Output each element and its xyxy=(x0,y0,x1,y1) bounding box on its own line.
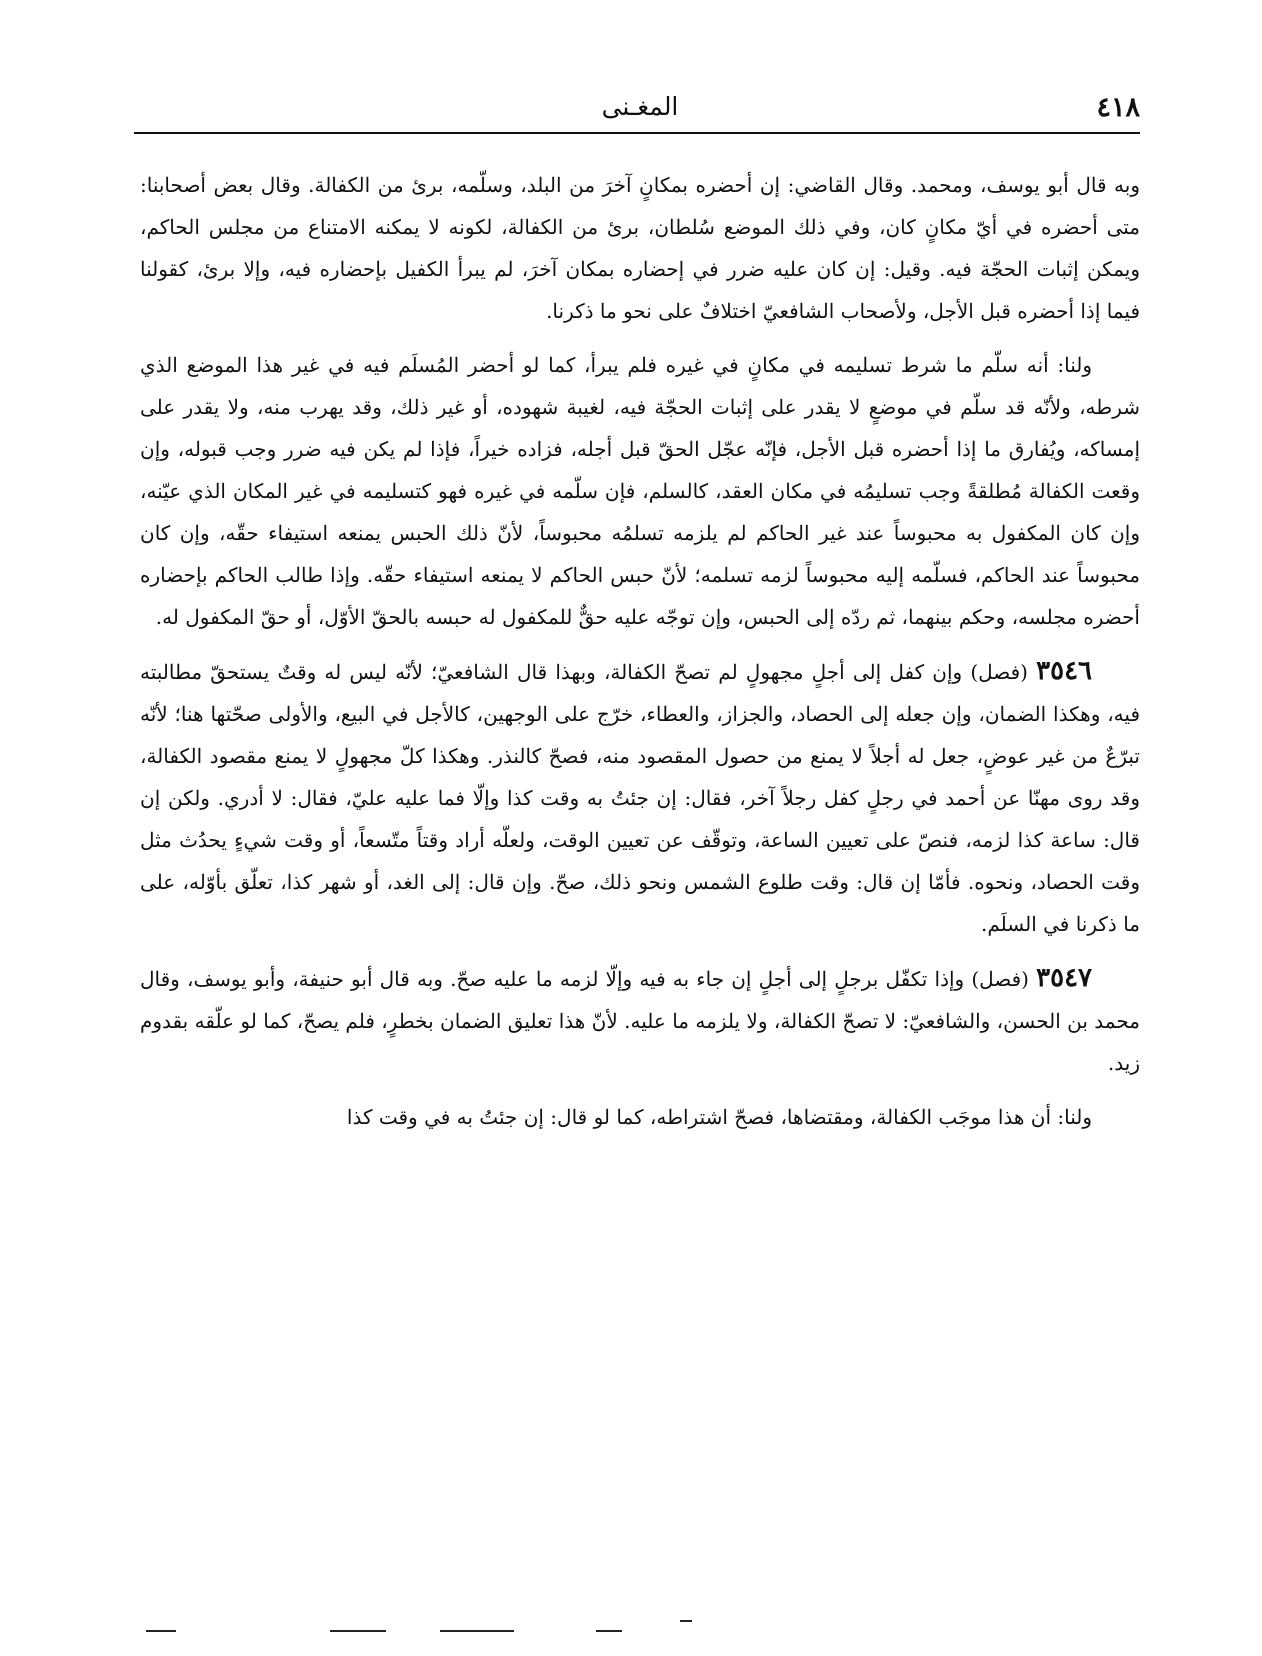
scan-mark xyxy=(146,1630,176,1632)
footer-scan-marks xyxy=(0,1630,1262,1636)
paragraph-text: (فصل) وإذا تكفّل برجلٍ إلى أجلٍ إن جاء به فيه وإلّا لزمه ما عليه صحّ. وبه قال أبو حنيفة، وأبو يوسف، وقال محمد بن الحسن، والشافعيّ: لا تصحّ الكفالة، ولا يلزمه ما عليه. لأنّ هذا تعليق الضمان بخطرٍ، فلم يصحّ، كما لو علّقه بقدوم زيد. xyxy=(140,967,1140,1075)
header-rule xyxy=(134,132,1140,134)
page-number: ٤١٨ xyxy=(1096,92,1140,123)
paragraph-text: (فصل) وإن كفل إلى أجلٍ مجهولٍ لم تصحّ الكفالة، وبهذا قال الشافعيّ؛ لأنّه ليس له وقتٌ يستحقّ مطالبته فيه، وهكذا الضمان، وإن جعله إلى الحصاد، والجزاز، والعطاء، خرّج على الوجهين، كالأجل في البيع، والأولى صحّتها هنا؛ لأنّه تبرّعٌ من غير عوضٍ، جعل له أجلاً لا يمنع من حصول المقصود منه، فصحّ كالنذر. وهكذا كلّ مجهولٍ لا يمنع مقصود الكفالة، وقد روى مهنّا عن أحمد في رجلٍ كفل رجلاً آخر، فقال: إن جئتُ به وقت كذا وإلّا فما عليه عليّ، فقال: لا أدري. ولكن إن قال: ساعة كذا لزمه، فنصّ على تعيين الساعة، وتوقّف عن تعيين الوقت، ولعلّه أراد وقتاً متّسعاً، أو وقت شيءٍ يحدُث مثل وقت الحصاد، ونحوه. فأمّا إن قال: وقت طلوع الشمس ونحو ذلك، صحّ. وإن قال: إلى الغد، أو شهر كذا، تعلّق بأوّله، على ما ذكرنا في السلَم. xyxy=(140,660,1140,936)
body-text xyxy=(140,164,1140,1150)
page-header xyxy=(140,82,1140,132)
section-paragraph xyxy=(140,650,1140,945)
scan-mark xyxy=(596,1630,622,1632)
scan-mark xyxy=(680,1620,692,1622)
paragraph xyxy=(140,344,1140,638)
section-number: ٣٥٤٦ xyxy=(1036,656,1092,686)
paragraph xyxy=(140,1096,1140,1138)
scan-mark xyxy=(440,1630,514,1632)
section-paragraph xyxy=(140,957,1140,1084)
paragraph-text: وبه قال أبو يوسف، ومحمد. وقال القاضي: إن أحضره بمكانٍ آخرَ من البلد، وسلّمه، برئ من الكفالة. وقال بعض أصحابنا: متى أحضره في أيّ مكانٍ كان، وفي ذلك الموضع سُلطان، برئ من الكفالة، لكونه لا يمكنه الامتناع من مجلس الحاكم، ويمكن إثبات الحجّة فيه. وقيل: إن كان عليه ضرر في إحضاره بمكان آخرَ، لم يبرأ الكفيل بإحضاره فيه، وإلا برئ، كقولنا فيما إذا أحضره قبل الأجل، ولأصحاب الشافعيّ اختلافٌ على نحو ما ذكرنا. xyxy=(140,173,1140,323)
running-title: المغـنى xyxy=(601,92,679,121)
paragraph-text: ولنا: أنه سلّم ما شرط تسليمه في مكانٍ في غيره فلم يبرأ، كما لو أحضر المُسلَم فيه في غير هذا الموضع الذي شرطه، ولأنّه قد سلّم في موضعٍ لا يقدر على إثبات الحجّة فيه، لغيبة شهوده، أو غير ذلك، وقد يهرب منه، ولا يقدر على إمساكه، ويُفارق ما إذا أحضره قبل الأجل، فإنّه عجّل الحقّ قبل أجله، فزاده خيراً، فإذا لم يكن فيه ضرر وجب قبوله، وإن وقعت الكفالة مُطلقةً وجب تسليمُه في مكان العقد، كالسلم، فإن سلّمه في غيره فهو كتسليمه في غير المكان الذي عيّنه، وإن كان المكفول به محبوساً عند غير الحاكم لم يلزمه تسلمُه محبوساً، لأنّ ذلك الحبس يمنعه استيفاء حقّه، وإن كان محبوساً عند الحاكم، فسلّمه إليه محبوساً لزمه تسلمه؛ لأنّ حبس الحاكم لا يمنعه استيفاء حقّه. وإذا طالب الحاكم بإحضاره أحضره مجلسه، وحكم بينهما، ثم ردّه إلى الحبس، وإن توجّه عليه حقٌّ للمكفول له حبسه بالحقّ الأوّل، أو حقّ المكفول له. xyxy=(140,353,1140,629)
section-number: ٣٥٤٧ xyxy=(1036,963,1092,993)
paragraph-text: ولنا: أن هذا موجَب الكفالة، ومقتضاها، فصحّ اشتراطه، كما لو قال: إن جئتُ به في وقت كذا xyxy=(346,1105,1092,1129)
paragraph xyxy=(140,164,1140,332)
scan-mark xyxy=(330,1630,386,1632)
